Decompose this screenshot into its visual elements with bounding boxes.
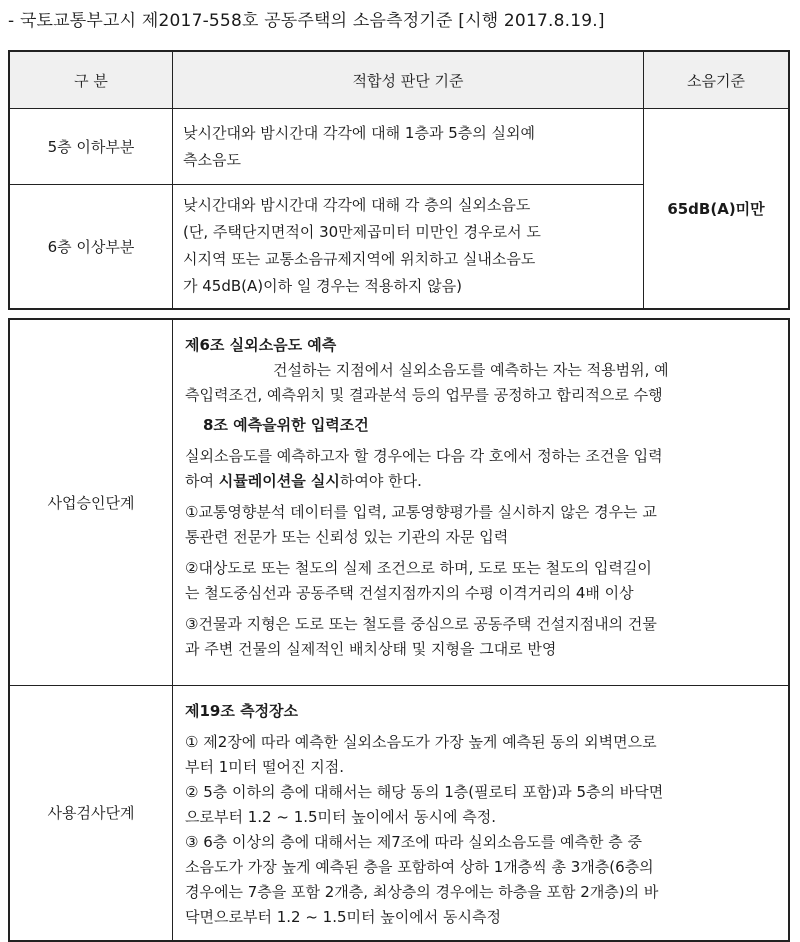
- noise-standard-value: 65dB(A)미만: [644, 109, 790, 309]
- paragraph-line: ① 제2장에 따라 예측한 실외소음도가 가장 높게 예측된 동의 외벽면으로: [185, 732, 657, 751]
- stage-label-approval: 사업승인단계: [9, 319, 173, 685]
- paragraph-line: 실외소음도를 예측하고자 할 경우에는 다음 각 호에서 정하는 조건을 입력: [185, 447, 663, 465]
- list-item: [185, 500, 776, 550]
- criteria-line: 낮시간대와 밤시간대 각각에 대해 각 층의 실외소음도: [183, 196, 531, 215]
- header-criteria: 적합성 판단 기준: [173, 51, 644, 109]
- paragraph-text: 하여: [185, 472, 219, 490]
- table-row: [9, 685, 789, 941]
- header-category: 구 분: [9, 51, 173, 109]
- list-item: [185, 556, 776, 606]
- article-6-heading: 제6조 실외소음도 예측: [185, 336, 337, 354]
- table-header-row: [9, 51, 789, 109]
- header-standard: 소음기준: [644, 51, 790, 109]
- paragraph-line: 건설하는 지점에서 실외소음도를 예측하는 자는 적용범위, 예: [273, 361, 669, 379]
- paragraph-line: 경우에는 7층을 포함 2개층, 최상층의 경우에는 하층을 포함 2개층)의 바: [185, 882, 659, 901]
- paragraph-text: 하여야 한다.: [339, 472, 422, 490]
- stage-regulation-table: [8, 318, 790, 942]
- row-criteria: [173, 185, 644, 309]
- table-row: [9, 319, 789, 685]
- paragraph-line: ② 5층 이하의 층에 대해서는 해당 동의 1층(필로티 포함)과 5층의 바닥면: [185, 782, 664, 801]
- paragraph-line: 부터 1미터 떨어진 지점.: [185, 757, 345, 776]
- row-category: 5층 이하부분: [9, 109, 173, 185]
- list-item-line: 는 철도중심선과 공동주택 건설지점까지의 수평 이격거리의 4배 이상: [185, 584, 634, 602]
- approval-content: [173, 319, 790, 685]
- row-criteria: [173, 109, 644, 185]
- paragraph-line: 측입력조건, 예측위치 및 결과분석 등의 업무를 공정하고 합리적으로 수행: [185, 386, 663, 404]
- list-item: [185, 612, 776, 662]
- noise-criteria-table: [8, 50, 790, 310]
- article-19-heading: 제19조 측정장소: [185, 701, 299, 720]
- paragraph-line: 으로부터 1.2 ~ 1.5미터 높이에서 동시에 측정.: [185, 807, 497, 826]
- list-item-line: ①교통영향분석 데이터를 입력, 교통영향평가를 실시하지 않은 경우는 교: [185, 503, 657, 521]
- criteria-line: (단, 주택단지면적이 30만제곱미터 미만인 경우로서 도: [183, 223, 541, 242]
- criteria-line: 시지역 또는 교통소음규제지역에 위치하고 실내소음도: [183, 250, 536, 269]
- criteria-line: 낮시간대와 밤시간대 각각에 대해 1층과 5층의 실외예: [183, 123, 535, 142]
- stage-label-inspection: 사용검사단계: [9, 685, 173, 941]
- criteria-line: 측소음도: [183, 150, 241, 169]
- inspection-content: [173, 685, 790, 941]
- criteria-line: 가 45dB(A)이하 일 경우는 적용하지 않음): [183, 277, 462, 296]
- list-item-line: ③건물과 지형은 도로 또는 철도를 중심으로 공동주택 건설지점내의 건물: [185, 615, 657, 633]
- paragraph-line: 소음도가 가장 높게 예측된 층을 포함하여 상하 1개층씩 총 3개층(6층의: [185, 857, 654, 876]
- article-8-heading: 8조 예측을위한 입력조건: [203, 416, 369, 434]
- paragraph-line: 닥면으로부터 1.2 ~ 1.5미터 높이에서 동시측정: [185, 907, 501, 926]
- list-item-line: ②대상도로 또는 철도의 실제 조건으로 하며, 도로 또는 철도의 입력길이: [185, 559, 652, 577]
- paragraph-line: [185, 469, 776, 494]
- emphasis-text: 시뮬레이션을 실시: [218, 472, 340, 490]
- row-category: 6층 이상부분: [9, 185, 173, 309]
- list-item-line: 과 주변 건물의 실제적인 배치상태 및 지형을 그대로 반영: [185, 640, 557, 658]
- paragraph-line: ③ 6층 이상의 층에 대해서는 제7조에 따라 실외소음도를 예측한 층 중: [185, 832, 642, 851]
- document-title: - 국토교통부고시 제2017-558호 공동주택의 소음측정기준 [시행 2017.8.19.]: [8, 11, 605, 31]
- list-item-line: 통관련 전문가 또는 신뢰성 있는 기관의 자문 입력: [185, 528, 509, 546]
- table-row: [9, 109, 789, 185]
